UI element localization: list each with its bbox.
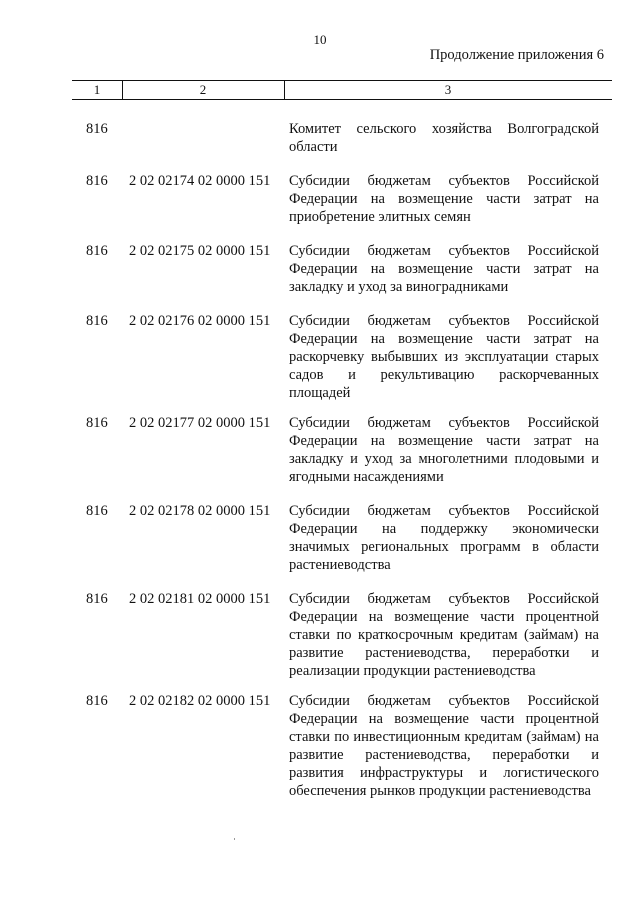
row-description: Субсидии бюджетам субъектов Российской Федерации на возмещение части затрат на раскорчевку выбывших из эксплуатации старых садов и рекультивацию раскорчеванных площадей (289, 313, 599, 401)
revenue-code: 2 02 02177 02 0000 151 (129, 415, 271, 431)
row-description: Субсидии бюджетам субъектов Российской Федерации на возмещение части затрат на закладку и уход за виноградниками (289, 243, 599, 295)
admin-code: 816 (86, 693, 108, 709)
admin-code: 816 (86, 503, 108, 519)
admin-code: 816 (86, 121, 108, 137)
revenue-code: 2 02 02181 02 0000 151 (129, 591, 271, 607)
column-header-1: 1 (72, 81, 123, 99)
row-description: Субсидии бюджетам субъектов Российской Федерации на возмещение части затрат на закладку и уход за многолетними плодовыми и ягодными насаждениями (289, 415, 599, 485)
revenue-code: 2 02 02175 02 0000 151 (129, 243, 271, 259)
column-header-2: 2 (122, 81, 285, 99)
revenue-code: 2 02 02176 02 0000 151 (129, 313, 271, 329)
row-description: Субсидии бюджетам субъектов Российской Федерации на возмещение части процентной ставки по краткосрочным кредитам (займам) на развитие растениеводства, переработки и реализации продукции растениеводства (289, 591, 599, 679)
admin-code: 816 (86, 173, 108, 189)
row-description: Субсидии бюджетам субъектов Российской Федерации на возмещение части затрат на приобретение элитных семян (289, 173, 599, 225)
row-description: Комитет сельского хозяйства Волгоградской области (289, 121, 599, 155)
continuation-label: Продолжение приложения 6 (429, 47, 604, 63)
column-header-row (72, 80, 612, 100)
row-description: Субсидии бюджетам субъектов Российской Федерации на возмещение части процентной ставки по инвестиционным кредитам (займам) на развитие растениеводства, переработки и развития инфраструктуры и логистического обеспечения рынков продукции растениеводства (289, 693, 599, 799)
admin-code: 816 (86, 415, 108, 431)
admin-code: 816 (86, 243, 108, 259)
page-number: 10 (313, 32, 327, 47)
revenue-code: 2 02 02178 02 0000 151 (129, 503, 271, 519)
revenue-code: 2 02 02182 02 0000 151 (129, 693, 271, 709)
admin-code: 816 (86, 313, 108, 329)
column-header-3: 3 (444, 82, 452, 97)
scan-speck (234, 838, 235, 840)
revenue-code: 2 02 02174 02 0000 151 (129, 173, 271, 189)
admin-code: 816 (86, 591, 108, 607)
row-description: Субсидии бюджетам субъектов Российской Федерации на поддержку экономически значимых региональных программ в области растениеводства (289, 503, 599, 573)
